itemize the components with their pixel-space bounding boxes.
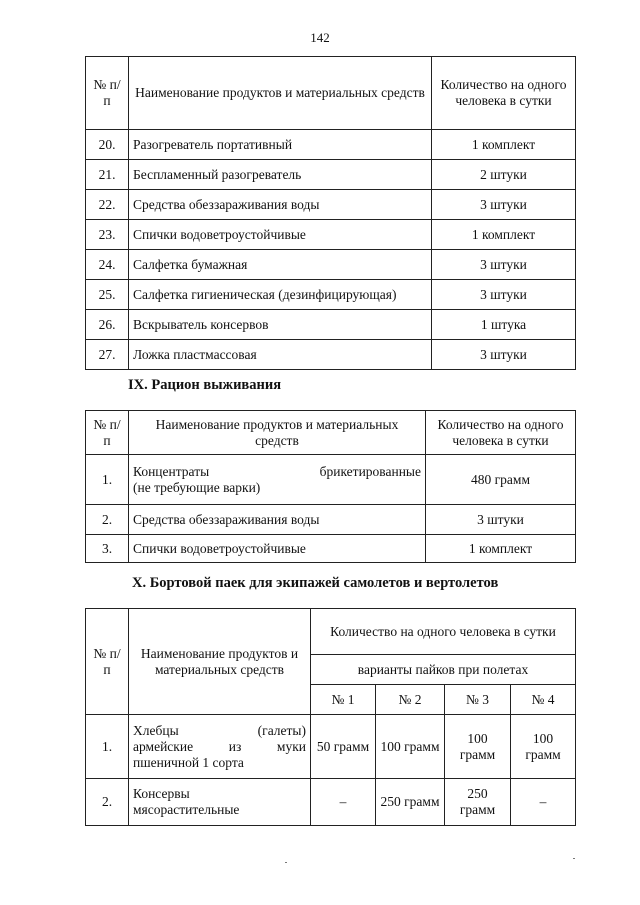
row-num: 2. (86, 779, 129, 826)
table-header-row (86, 609, 576, 655)
table-ration-continuation (85, 56, 576, 370)
scan-speck (573, 858, 575, 859)
row-num: 1. (86, 455, 129, 505)
table-row (86, 455, 576, 505)
row-name: Средства обеззараживания воды (129, 505, 426, 535)
header-num: № п/п (86, 57, 129, 130)
row-num: 22. (86, 190, 129, 220)
table-row (86, 130, 576, 160)
header-variant-1: № 1 (311, 685, 376, 715)
table-row (86, 340, 576, 370)
row-value-3: 100 грамм (445, 715, 511, 779)
row-name (129, 455, 426, 505)
row-num: 26. (86, 310, 129, 340)
table-row (86, 220, 576, 250)
row-num: 1. (86, 715, 129, 779)
row-qty: 480 грамм (426, 455, 576, 505)
row-num: 21. (86, 160, 129, 190)
row-name (129, 779, 311, 826)
row-value-1: – (311, 779, 376, 826)
row-value-4: 100 грамм (511, 715, 576, 779)
table-row (86, 535, 576, 563)
header-qty: Количество на одного человека в сутки (426, 411, 576, 455)
row-name: Вскрыватель консервов (129, 310, 432, 340)
table-row (86, 250, 576, 280)
row-qty: 1 комплект (432, 220, 576, 250)
row-name: Беспламенный разогреватель (129, 160, 432, 190)
table-row (86, 190, 576, 220)
header-variant-4: № 4 (511, 685, 576, 715)
header-name: Наименование продуктов и материальных средств (129, 609, 311, 715)
row-name-line: (не требующие варки) (133, 479, 261, 495)
row-name: Спички водоветроустойчивые (129, 220, 432, 250)
row-name: Спички водоветроустойчивые (129, 535, 426, 563)
row-name: Ложка пластмассовая (129, 340, 432, 370)
row-num: 23. (86, 220, 129, 250)
row-name-line: Хлебцы (галеты) (133, 722, 306, 738)
table-onboard-ration (85, 608, 576, 826)
scan-speck (285, 862, 287, 863)
header-variant-3: № 3 (445, 685, 511, 715)
row-value-4: – (511, 779, 576, 826)
header-num: № п/п (86, 411, 129, 455)
page-number: 142 (310, 30, 330, 45)
row-qty: 1 штука (432, 310, 576, 340)
header-qty: Количество на одного человека в сутки (432, 57, 576, 130)
row-qty: 3 штуки (432, 190, 576, 220)
row-num: 3. (86, 535, 129, 563)
row-name (129, 715, 311, 779)
header-name: Наименование продуктов и материальных средств (129, 411, 426, 455)
row-qty: 3 штуки (432, 250, 576, 280)
row-name-line: Концентраты брикетированные (133, 463, 421, 479)
row-num: 27. (86, 340, 129, 370)
table-row (86, 715, 576, 779)
row-name-line: мясорастительные (133, 802, 240, 817)
row-name-line: армейские из муки (133, 738, 306, 754)
header-qty: Количество на одного человека в сутки (311, 609, 576, 655)
row-qty: 1 комплект (426, 535, 576, 563)
row-name: Салфетка бумажная (129, 250, 432, 280)
section-title-onboard-ration: X. Бортовой паек для экипажей самолетов и вертолетов (132, 575, 499, 591)
header-variant-2: № 2 (376, 685, 445, 715)
header-variants: варианты пайков при полетах (311, 655, 576, 685)
row-qty: 1 комплект (432, 130, 576, 160)
row-qty: 2 штуки (432, 160, 576, 190)
row-num: 25. (86, 280, 129, 310)
row-qty: 3 штуки (432, 340, 576, 370)
row-num: 20. (86, 130, 129, 160)
table-row (86, 160, 576, 190)
row-name: Средства обеззараживания воды (129, 190, 432, 220)
row-value-1: 50 грамм (311, 715, 376, 779)
table-row (86, 505, 576, 535)
row-name-line: Консервы (133, 786, 190, 801)
row-name-line: пшеничной 1 сорта (133, 754, 244, 770)
table-row (86, 779, 576, 826)
table-header-row (86, 411, 576, 455)
table-row (86, 280, 576, 310)
table-header-row (86, 57, 576, 130)
row-num: 24. (86, 250, 129, 280)
table-survival-ration (85, 410, 576, 563)
row-name: Салфетка гигиеническая (дезинфицирующая) (129, 280, 432, 310)
table-row (86, 310, 576, 340)
row-value-2: 250 грамм (376, 779, 445, 826)
header-name: Наименование продуктов и материальных средств (129, 57, 432, 130)
row-value-2: 100 грамм (376, 715, 445, 779)
row-num: 2. (86, 505, 129, 535)
section-title-survival-ration: IX. Рацион выживания (128, 377, 282, 393)
header-num: № п/п (86, 609, 129, 715)
row-value-3: 250 грамм (445, 779, 511, 826)
row-qty: 3 штуки (426, 505, 576, 535)
row-qty: 3 штуки (432, 280, 576, 310)
row-name: Разогреватель портативный (129, 130, 432, 160)
